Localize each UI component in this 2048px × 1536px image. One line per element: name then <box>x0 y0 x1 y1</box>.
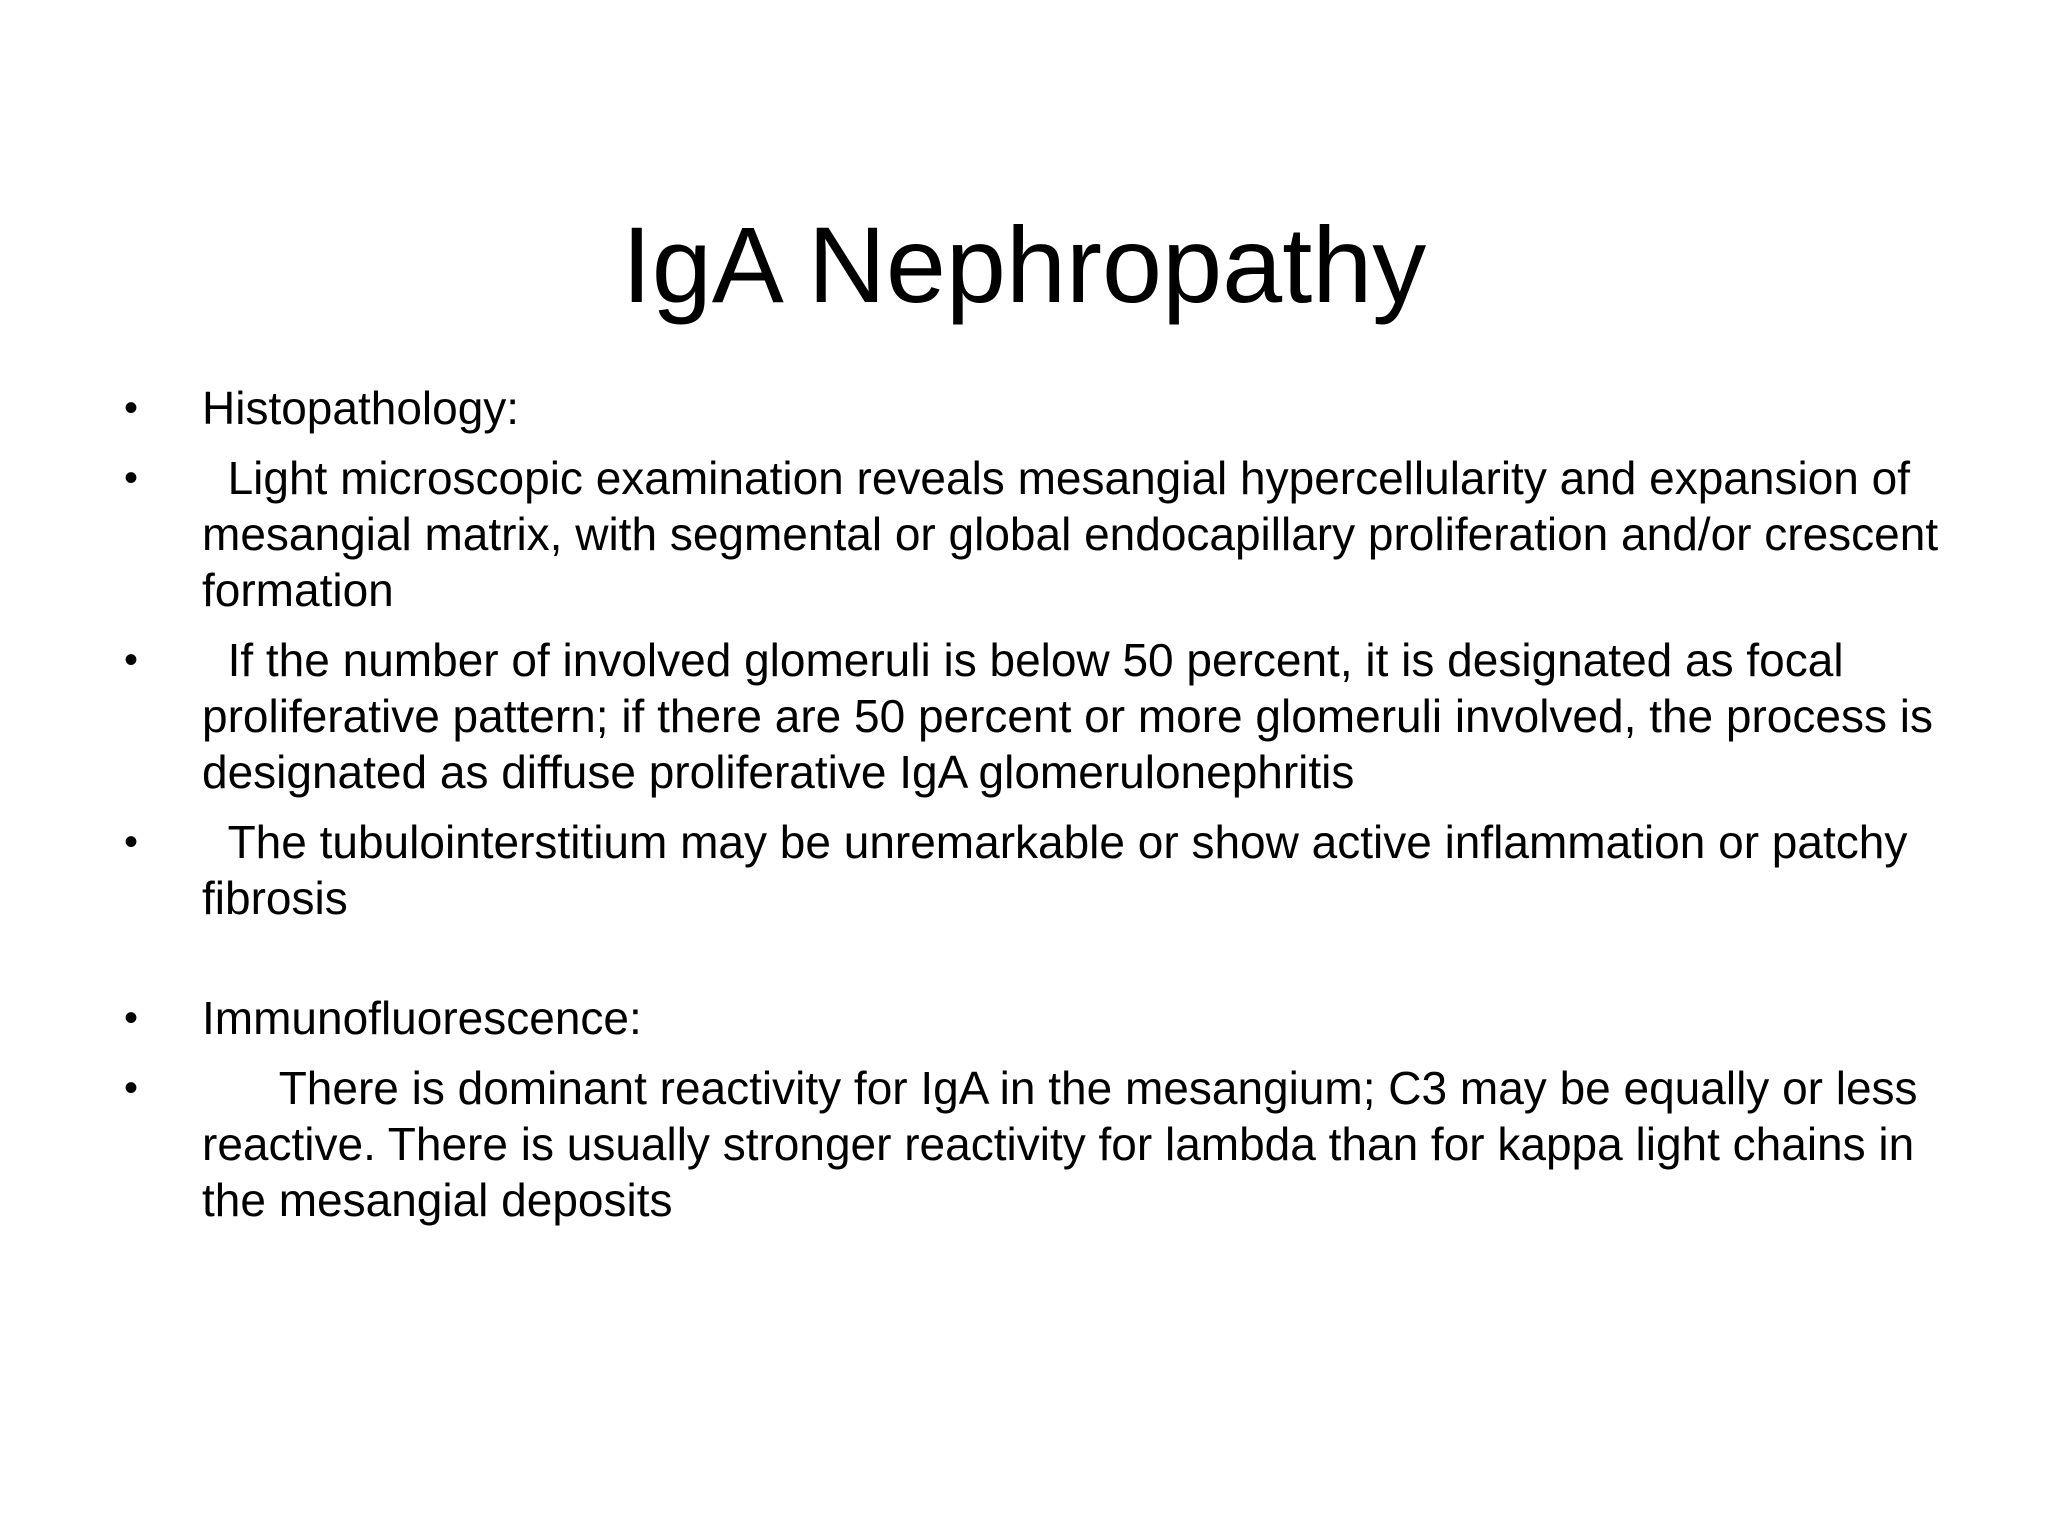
bullet-list <box>124 380 1974 1242</box>
bullet-text: Light microscopic examination reveals mesangial hypercellularity and expansion of mesangial matrix, with segmental or global endocapillary proliferation and/or crescent formation <box>202 452 1951 616</box>
bullet-dot-icon: • <box>124 996 139 1040</box>
bullet-iga-reactivity <box>124 1060 1974 1228</box>
bullet-dot-icon: • <box>124 386 139 430</box>
bullet-text: Immunofluorescence: <box>202 992 642 1044</box>
bullet-histopathology-heading <box>124 380 1974 436</box>
bullet-text: Histopathology: <box>202 382 520 434</box>
bullet-light-microscopy <box>124 450 1974 618</box>
bullet-immunofluorescence-heading <box>124 990 1974 1046</box>
bullet-glomeruli-pattern <box>124 632 1974 800</box>
bullet-tubulointerstitium <box>124 814 1974 926</box>
bullet-text: There is dominant reactivity for IgA in the mesangium; C3 may be equally or less reactive. There is usually stronger reactivity for lambda than for kappa light chains in the mesangial deposits <box>202 1062 1931 1226</box>
bullet-spacer <box>124 940 1974 990</box>
bullet-text: If the number of involved glomeruli is below 50 percent, it is designated as focal proliferative pattern; if there are 50 percent or more glomeruli involved, the process is designated as diffuse proliferative IgA glomerulonephritis <box>202 634 1946 798</box>
bullet-text: The tubulointerstitium may be unremarkable or show active inflammation or patchy fibrosis <box>202 816 1921 924</box>
bullet-dot-icon: • <box>124 820 139 864</box>
bullet-dot-icon: • <box>124 638 139 682</box>
bullet-dot-icon: • <box>124 456 139 500</box>
slide-title: IgA Nephropathy <box>621 204 1427 326</box>
bullet-dot-icon: • <box>124 1066 139 1110</box>
